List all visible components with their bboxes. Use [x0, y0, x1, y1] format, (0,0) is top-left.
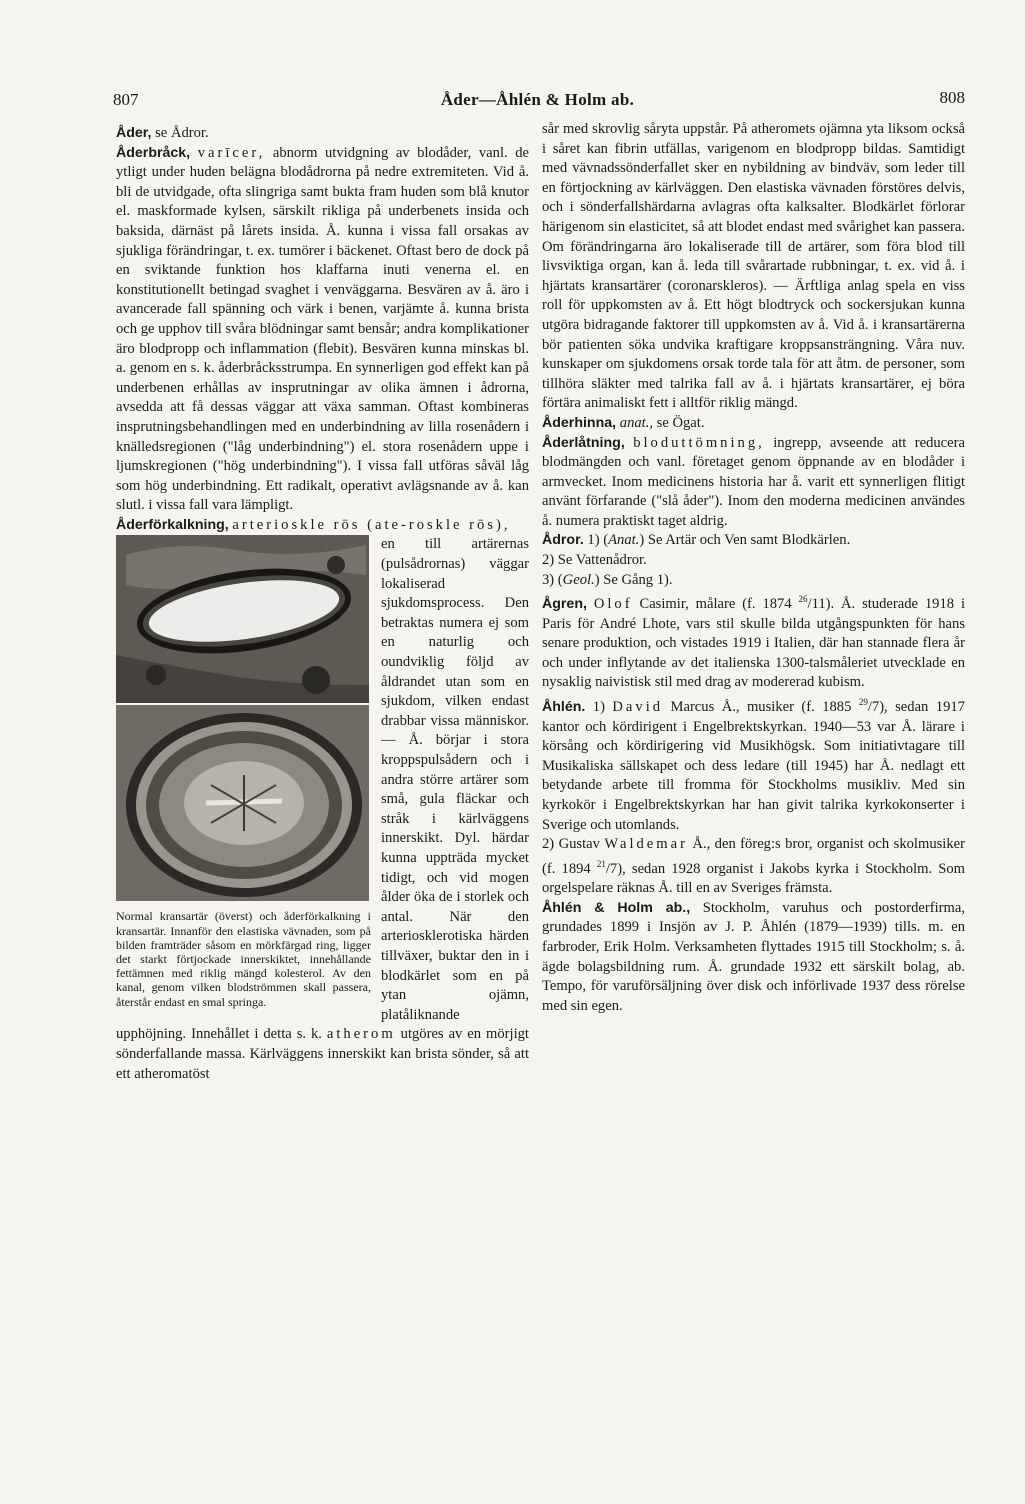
entry-text: Casimir, målare (f. 1874	[632, 596, 799, 613]
spaced-term: bloduttömning,	[633, 434, 765, 451]
entry-text: Marcus Å., musiker (f. 1885	[663, 698, 859, 715]
page-header	[110, 88, 965, 114]
entry-ahlen-2	[542, 835, 965, 899]
entry-adror	[542, 531, 965, 551]
date-superscript: 26	[798, 594, 808, 605]
right-column	[542, 120, 965, 1016]
entry-text: se Ådror.	[151, 125, 209, 141]
headword: Åhlén & Holm ab.,	[542, 899, 691, 916]
date-subscript: /7	[867, 698, 880, 715]
entry-text: 2) Se Vattenådror.	[542, 552, 647, 569]
page-number-right: 808	[939, 88, 965, 107]
headword: Åderhinna,	[542, 414, 617, 431]
entry-text: ) Se Artär och Ven samt Blodkärlen.	[639, 532, 851, 549]
entry-text: ), sedan 1928 organist i Jakobs kyrka i Stockholm. Som orgelspelare räknas Å. till en av Sveriges främsta.	[542, 860, 966, 897]
entry-text: en till artärernas (pulsådrornas) väggar lokaliserad sjukdomsprocess. Den betraktas numera ej som en naturlig och oundviklig följd av åldrandet utan som en sjukdom, vilken endast drabbar vissa människor. — Å. börjar i stora kroppspulsådern och i andra större artärer som små, gula fläckar och stråk i kärlväggens innerskikt. Dyl. härdar kunna uppträda mycket tidigt, och vid mogen ålder öka de i storlek och antal. När den arteriosklerotiska härden tillväxer, buktar den in i blodkärlet som en på ytan ojämn, platåliknande upphöjning. Innehållet i detta s. k.	[116, 536, 529, 1043]
headword: Ådror.	[542, 532, 584, 549]
entry-aderhinna	[542, 414, 965, 434]
spaced-term: Waldemar	[604, 836, 688, 853]
headword: Åder,	[116, 125, 152, 141]
left-column	[116, 124, 529, 1084]
spaced-term: arterioskle rōs (ate-roskle rōs),	[232, 516, 511, 533]
date-superscript: 29	[858, 697, 868, 708]
entry-text: ingrepp, avseende att reducera blodmängden och vanl. företaget genom öppnande av en blodåder i armvecket. Inom medicinens historia har å. varit ett synnerligen flitigt använt förfarande ("slå åder"). Inom den moderna medicinen användes å. numera praktiskt taget aldrig.	[542, 434, 965, 529]
entry-adror-3	[542, 571, 965, 591]
entry-text: 2) Gustav	[542, 836, 605, 853]
headword: Åderbråck,	[116, 144, 191, 161]
italic-term: Anat.	[608, 532, 640, 549]
spaced-term: atherom	[326, 1026, 396, 1043]
sclerotic-artery-micrograph	[116, 705, 369, 901]
entry-text: se Ögat.	[653, 414, 705, 431]
headword: Åhlén.	[542, 698, 586, 715]
entry-text: sår med skrovlig såryta uppstår. På atheromets ojämna yta liksom också i såret kan fibrin utfällas, varigenom en blodpropp bildas. Samtidigt med vävnadssönderfallet sker en nybildning av bindväv, som leder till en förtjockning av kärlväggen. Den elastiska vävnaden förstöres delvis, och i sönderfallshärdarna avlagras ofta kalksalter. Blodkärlet förlorar härigenom sin elasticitet, så att blodet endast med svårighet kan passera. Om förändringarna äro lokaliserade till de artärer, som föra blod till livsviktiga organ, kan å. leda till svårartade rubbningar, t. ex. vid å. i hjärtats kransartärer (coronarskleros). — Ärftliga anlag spela en viss roll för uppkomsten av å. Ett högt blodtryck och sockersjukan kunna utgöra bidragande faktorer till uppkomsten av å. Vid å. i kransartärerna bör patienten söka undvika kraftigare kroppsansträngning. Våra nuv. kunskaper om sjukdomens orsak torde tala för att åtm. de personer, som tillhöra släkter med talrika fall av å. i hjärtats kransartärer, ej böra förtära animaliskt fett i alltför riklig mängd.	[542, 121, 965, 412]
page-number-left: 807	[113, 90, 139, 109]
entry-ahlen	[542, 693, 965, 835]
entry-ahlen-holm	[542, 899, 965, 1017]
italic-term: anat.,	[619, 414, 654, 431]
figure	[116, 535, 371, 1008]
headword: Ågren,	[542, 596, 587, 613]
entry-text: 1) (	[583, 532, 609, 549]
entry-agren	[542, 590, 965, 693]
entry-text: abnorm utvidgning av blodåder, vanl. de ytligt under huden belägna blodådrorna på nedre extremiteten. Vid å. bli de utvidgade, ofta slingriga samt bukta fram huden som blå knutor el. maskformade kylsen, särskilt rikliga på underbenets insida och baksida, därnäst på lårets insida. Å. kunna i vissa fall orsakas av sjukliga förändringar, t. ex. tumörer i bäckenet. Oftast bero de dock på en sviktande funktion hos klaffarna inuti venerna el. en konstitutionellt betingad svaghet i venväggarna. Besvären av å. äro i avancerade fall spänning och värk i benen, varjämte å. kunna brista och ge upphov till svåra blödningar samt bensår; andra komplikationer äro blodpropp och inflammation (flebit). Besvären kunna minskas bl. a. genom en s. k. åderbråcksstrumpa. En synnerligen god effekt kan på underbenen erhållas av insprutningar av olika ämnen i ådrorna, avsedda att få dessas väggar att växa samman. Oftast kombineras insprutningsbehandlingen med en underbindning av lilla rosenådern i knälledsregionen ("låg underbindning") el. stora rosenådern uppe i ljumskregionen ("hög underbindning"). I vissa fall utföras såväl låg som hög underbindning. Ett radikalt, operativt avlägsnande av å. kan slutl. i vissa fall vara lämpligt.	[116, 144, 529, 514]
spaced-term: David	[612, 698, 664, 715]
date-superscript: 21	[596, 858, 606, 869]
entry-text: utgöres av en mörjigt sönderfallande massa. Kärlväggens innerskikt kan brista sönder, så att ett atheromatöst	[116, 1026, 529, 1082]
normal-artery-micrograph	[116, 535, 369, 703]
date-subscript: /7	[605, 860, 618, 877]
figure-caption: Normal kransartär (överst) och åderförkalkning i kransartär. Innanför den elastiska vävnaden, som på bilden framträder såsom en mörkfärgad ring, ligger det starkt förtjockade innerskiktet, innehållande fettämnen med riklig mängd kolesterol. Av den kanal, genom vilken blodströmmen skall passera, återstår endast en smal springa.	[116, 909, 371, 1009]
entry-aderbrack	[116, 144, 529, 516]
entry-text: 1)	[585, 698, 613, 715]
spaced-term: Olof	[593, 596, 633, 613]
entry-text: ). Å. studerade 1918 i Paris för André Lhote, vars stil skulle bilda utgångspunkten för hans senare produktion, och vistades 1919 i Italien, där han stannade flera år och under inflytande av det italienska 1300-talsmåleriet utvecklade en nysaklig naivistisk stil med drag av modererad kubism.	[542, 596, 965, 691]
entry-text: ), sedan 1917 kantor och kördirigent i Engelbrektskyrkan. 1940—53 var Å. lärare i körsång och kördirigering vid Musikhögsk. Som initiativtagare till Musikaliska sällskapet och dess ledare (till 1945) har Å. nedlagt ett betydande arbete till fromma för Stockholms musikliv. Med sin kyrkokör i Engelbrektskyrkan har han givit talrika kyrkokonserter i Sverige och utomlands.	[542, 698, 965, 833]
headword: Åderförkalkning,	[116, 516, 229, 533]
entry-text: ) Se Gång 1).	[594, 571, 673, 588]
entry-text: 3) (	[542, 571, 563, 588]
entry-text: Å., den föreg:s bror, organist och skolmusiker (f. 1894	[542, 836, 965, 877]
date-subscript: /11	[807, 596, 826, 613]
headword: Åderlåtning,	[542, 434, 625, 451]
figure-with-text	[116, 535, 529, 1084]
entry-aderlatning	[542, 434, 965, 532]
entry-ader	[116, 124, 529, 144]
running-title: Åder—Åhlén & Holm ab.	[440, 90, 635, 109]
entry-text: Stockholm, varuhus och postorderfirma, grundades 1899 i Insjön av J. P. Åhlén (1879—1939) tills. m. en farbroder, Erik Holm. Verksamheten flyttades 1915 till Stockholm; s. å. ägde bolagsbildning rum. Å. grundade 1932 ett särskilt bolag, ab. Tempo, för varuförsäljning över disk och införlivade 1937 dess rörelse med sin egen.	[542, 899, 965, 1014]
entry-aderforkalkning-cont	[542, 120, 965, 414]
spaced-term: varīcer,	[197, 144, 266, 161]
italic-term: Geol.	[562, 571, 595, 588]
entry-aderforkalkning-intro	[116, 516, 529, 536]
entry-adror-2	[542, 551, 965, 571]
